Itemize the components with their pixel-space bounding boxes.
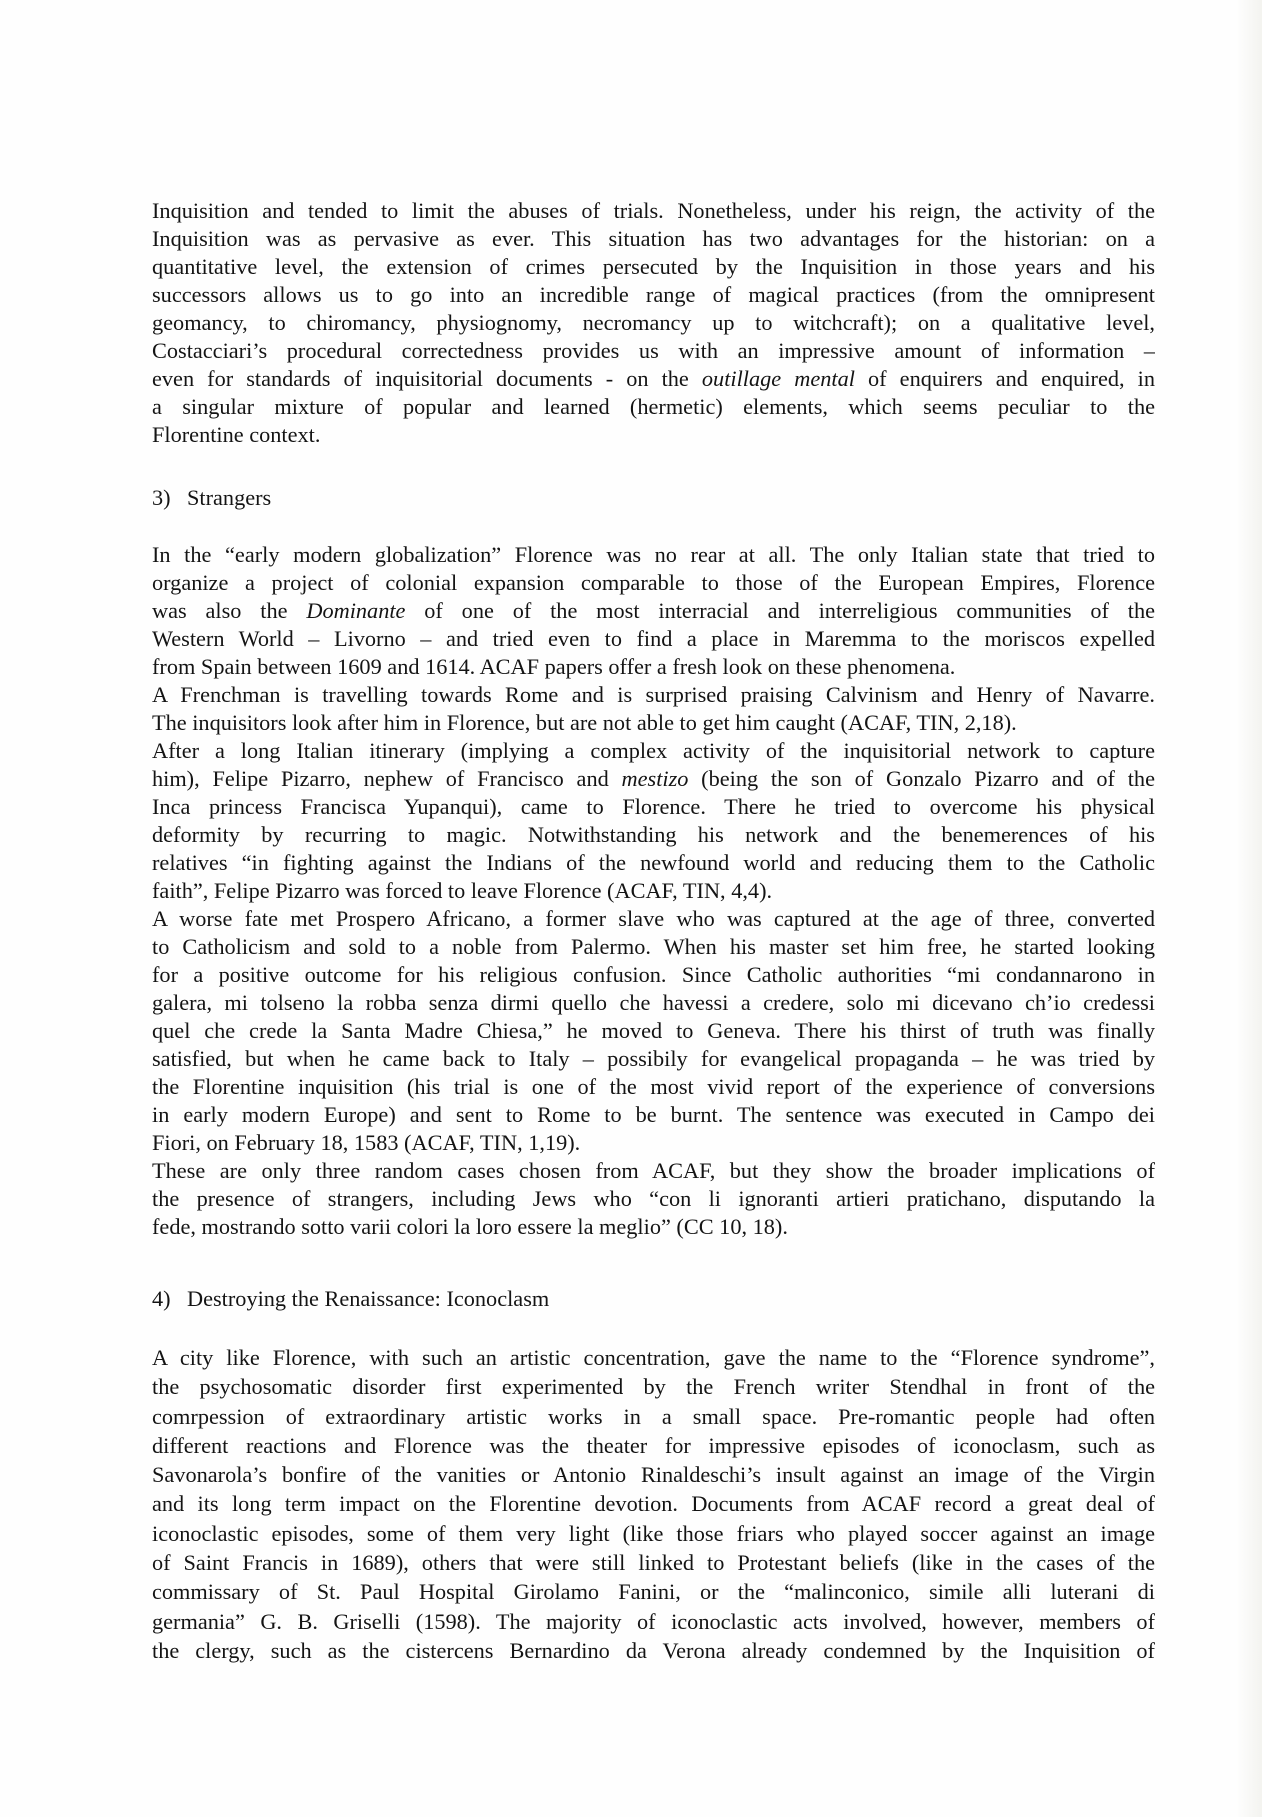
text-line: organize a project of colonial expansion comparable to those of the European Empires, Florence — [152, 570, 1155, 595]
text-line: Inquisition and tended to limit the abuses of trials. Nonetheless, under his reign, the activity of the — [152, 198, 1155, 223]
text-line: of Saint Francis in 1689), others that were still linked to Protestant beliefs (like in the cases of the — [152, 1550, 1155, 1576]
text-line: geomancy, to chiromancy, physiognomy, necromancy up to witchcraft); on a qualitative level, — [152, 310, 1155, 335]
section-heading-iconoclasm — [152, 1285, 549, 1313]
text-line: the clergy, such as the cistercens Bernardino da Verona already condemned by the Inquisition of — [152, 1637, 1155, 1663]
text-line: iconoclastic episodes, some of them very light (like those friars who played soccer against an image — [152, 1520, 1155, 1546]
text-line: relatives “in fighting against the Indians of the newfound world and reducing them to the Catholic — [152, 850, 1155, 875]
text-run: was also the — [152, 598, 307, 623]
text-line-mixed — [152, 765, 1155, 793]
text-line: faith”, Felipe Pizarro was forced to leave Florence (ACAF, TIN, 4,4). — [152, 878, 773, 903]
text-line: germania” G. B. Griselli (1598). The majority of iconoclastic acts involved, however, members of — [152, 1608, 1155, 1634]
text-run: even for standards of inquisitorial documents - on the — [152, 366, 702, 391]
section-title: Destroying the Renaissance: Iconoclasm — [187, 1286, 550, 1311]
text-run: him), Felipe Pizarro, nephew of Francisco and — [152, 766, 622, 791]
text-line: Costacciari’s procedural correctedness provides us with an impressive amount of information – — [152, 338, 1155, 363]
text-run: of enquirers and enquired, in — [854, 366, 1155, 391]
text-line: for a positive outcome for his religious confusion. Since Catholic authorities “mi condannarono in — [152, 962, 1155, 987]
section-number: 4) — [152, 1286, 171, 1311]
text-line: the Florentine inquisition (his trial is one of the most vivid report of the experience of conversions — [152, 1074, 1155, 1099]
text-line: comrpession of extraordinary artistic works in a small space. Pre-romantic people had often — [152, 1403, 1155, 1429]
text-line: fede, mostrando sotto varii colori la loro essere la meglio” (CC 10, 18). — [152, 1214, 788, 1239]
text-line: Inquisition was as pervasive as ever. This situation has two advantages for the historian: on a — [152, 226, 1155, 251]
text-line: Savonarola’s bonfire of the vanities or Antonio Rinaldeschi’s insult against an image of the Virgin — [152, 1462, 1155, 1488]
text-line: different reactions and Florence was the theater for impressive episodes of iconoclasm, such as — [152, 1432, 1155, 1458]
text-line: satisfied, but when he came back to Italy – possibily for evangelical propaganda – he was tried by — [152, 1046, 1155, 1071]
text-line: After a long Italian itinerary (implying a complex activity of the inquisitorial network to capture — [152, 738, 1155, 763]
italic-term: outillage mental — [701, 366, 855, 391]
text-run: of one of the most interracial and interreligious communities of the — [405, 598, 1155, 623]
text-line: These are only three random cases chosen from ACAF, but they show the broader implications of — [152, 1158, 1155, 1183]
text-line: A Frenchman is travelling towards Rome and is surprised praising Calvinism and Henry of Navarre. — [152, 682, 1155, 707]
text-run: (being the son of Gonzalo Pizarro and of the — [688, 766, 1155, 791]
text-line: the psychosomatic disorder first experimented by the French writer Stendhal in front of the — [152, 1374, 1155, 1400]
text-line: commissary of St. Paul Hospital Girolamo Fanini, or the “malinconico, simile alli luterani di — [152, 1579, 1155, 1605]
text-line: to Catholicism and sold to a noble from Palermo. When his master set him free, he started looking — [152, 934, 1155, 959]
text-line: in early modern Europe) and sent to Rome to be burnt. The sentence was executed in Campo dei — [152, 1102, 1155, 1127]
text-line: a singular mixture of popular and learned (hermetic) elements, which seems peculiar to the — [152, 394, 1155, 419]
text-line: Western World – Livorno – and tried even to find a place in Maremma to the moriscos expelled — [152, 626, 1155, 651]
text-line-mixed — [152, 365, 1155, 393]
strangers-section-body — [152, 541, 1155, 1241]
text-line: A city like Florence, with such an artistic concentration, gave the name to the “Florence syndrome”, — [152, 1345, 1155, 1370]
section-title: Strangers — [187, 485, 272, 510]
text-line: quel che crede la Santa Madre Chiesa,” he moved to Geneva. There his thirst of truth was finally — [152, 1018, 1155, 1043]
section-number: 3) — [152, 485, 171, 510]
text-line: galera, mi tolseno la robba senza dirmi quello che havessi a credere, solo mi dicevano ch’io credessi — [152, 990, 1155, 1015]
text-line: from Spain between 1609 and 1614. ACAF papers offer a fresh look on these phenomena. — [152, 654, 956, 679]
italic-term: mestizo — [621, 766, 689, 791]
text-line: quantitative level, the extension of crimes persecuted by the Inquisition in those years and his — [152, 254, 1155, 279]
text-line-mixed — [152, 597, 1155, 625]
text-line: Fiori, on February 18, 1583 (ACAF, TIN, 1,19). — [152, 1130, 581, 1155]
text-line: A worse fate met Prospero Africano, a former slave who was captured at the age of three, converted — [152, 906, 1155, 931]
text-line: Florentine context. — [152, 422, 321, 447]
italic-term: Dominante — [306, 598, 406, 623]
text-line: In the “early modern globalization” Florence was no rear at all. The only Italian state that tried to — [152, 542, 1155, 567]
text-line: the presence of strangers, including Jews who “con li ignoranti artieri pratichano, disputando la — [152, 1186, 1155, 1211]
iconoclasm-section-body — [152, 1343, 1155, 1665]
text-line: and its long term impact on the Florentine devotion. Documents from ACAF record a great deal of — [152, 1491, 1155, 1517]
text-line: The inquisitors look after him in Florence, but are not able to get him caught (ACAF, TIN, 2,18). — [152, 710, 1017, 735]
section-heading-strangers — [152, 484, 271, 512]
intro-paragraph — [152, 197, 1155, 449]
text-line: successors allows us to go into an incredible range of magical practices (from the omnipresent — [152, 282, 1155, 307]
text-line: deformity by recurring to magic. Notwithstanding his network and the benemerences of his — [152, 822, 1155, 847]
page-edge-shadow — [1236, 0, 1262, 1817]
text-line: Inca princess Francisca Yupanqui), came to Florence. There he tried to overcome his physical — [152, 794, 1155, 819]
